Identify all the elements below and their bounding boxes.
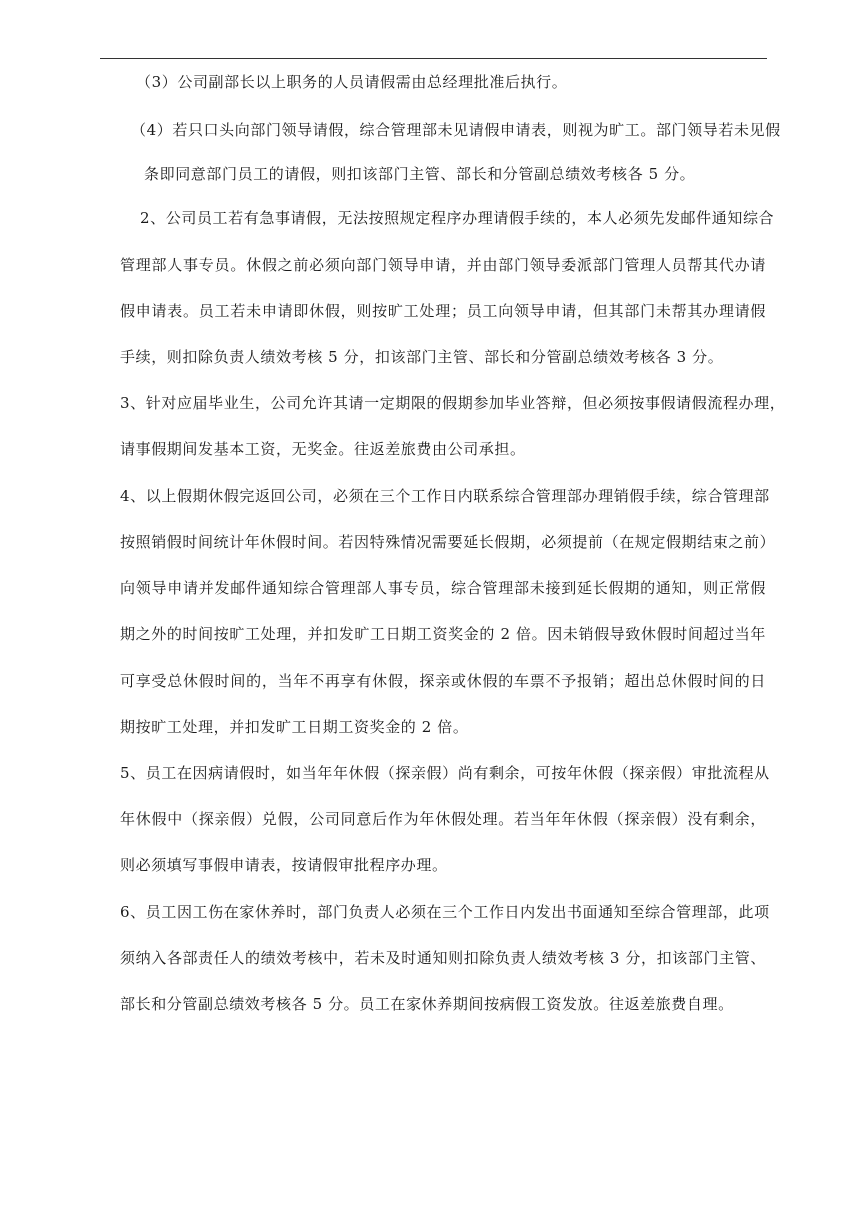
text-line: 期按旷工处理，并扣发旷工日期工资奖金的 2 倍。 [120,718,469,736]
text-line: 管理部人事专员。休假之前必须向部门领导申请，并由部门领导委派部门管理人员帮其代办请 [120,256,766,274]
text-line: 3、针对应届毕业生，公司允许其请一定期限的假期参加毕业答辩，但必须按事假请假流程办理， [120,394,786,412]
text-line: 2、公司员工若有急事请假，无法按照规定程序办理请假手续的，本人必须先发邮件通知综合 [140,209,775,227]
text-line: 年休假中（探亲假）兑假，公司同意后作为年休假处理。若当年年休假（探亲假）没有剩余， [120,810,766,828]
text-line: 5、员工在因病请假时，如当年年休假（探亲假）尚有剩余，可按年休假（探亲假）审批流程从 [120,764,770,782]
text-line: 手续，则扣除负责人绩效考核 5 分，扣该部门主管、部长和分管副总绩效考核各 3 分。 [120,348,724,366]
text-line: 按照销假时间统计年休假时间。若因特殊情况需要延长假期，必须提前（在规定假期结束之前） [120,533,776,551]
text-line: （3）公司副部长以上职务的人员请假需由总经理批准后执行。 [136,73,568,91]
text-line: 6、员工因工伤在家休养时，部门负责人必须在三个工作日内发出书面通知至综合管理部，此项 [120,903,770,921]
text-line: 请事假期间发基本工资，无奖金。往返差旅费由公司承担。 [120,440,526,458]
text-line: 须纳入各部责任人的绩效考核中，若未及时通知则扣除负责人绩效考核 3 分，扣该部门主管、 [120,949,766,967]
text-line: 条即同意部门员工的请假，则扣该部门主管、部长和分管副总绩效考核各 5 分。 [144,165,696,183]
text-line: 4、以上假期休假完返回公司，必须在三个工作日内联系综合管理部办理销假手续，综合管理部 [120,487,770,505]
text-line: 则必须填写事假申请表，按请假审批程序办理。 [120,856,448,874]
header-rule [100,58,767,59]
text-line: 假申请表。员工若未申请即休假，则按旷工处理；员工向领导申请，但其部门未帮其办理请假 [120,302,766,320]
text-line: 期之外的时间按旷工处理，并扣发旷工日期工资奖金的 2 倍。因未销假导致休假时间超过当年 [120,625,766,643]
text-line: 部长和分管副总绩效考核各 5 分。员工在家休养期间按病假工资发放。往返差旅费自理。 [120,995,734,1013]
text-line: 向领导申请并发邮件通知综合管理部人事专员，综合管理部未接到延长假期的通知，则正常假 [120,579,766,597]
text-line: 可享受总休假时间的，当年不再享有休假，探亲或休假的车票不予报销；超出总休假时间的日 [120,672,766,690]
text-line: （4）若只口头向部门领导请假，综合管理部未见请假申请表，则视为旷工。部门领导若未见假 [131,121,781,139]
